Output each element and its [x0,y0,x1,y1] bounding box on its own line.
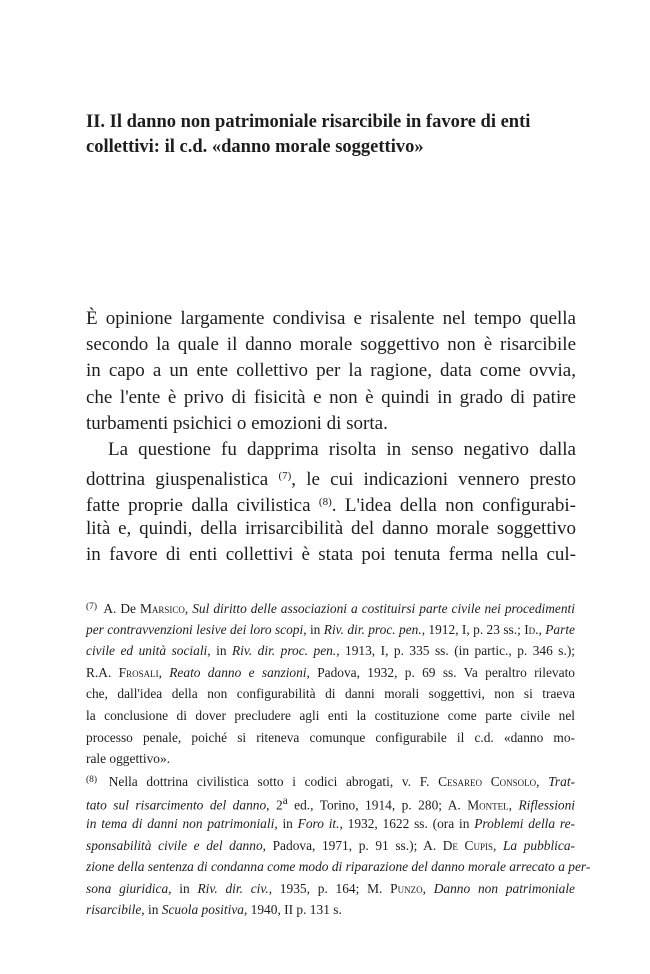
body-line: in capo a un ente collettivo per la ragione, data come ovvia, [86,360,576,382]
text-run: , in [168,880,198,896]
work-title: Riflessioni [518,797,576,813]
author-name: Marsico [139,601,185,616]
text-run: , [492,837,503,853]
text-run: , [184,601,193,616]
work-title: per contravvenzioni lesive dei loro scopi [86,621,304,637]
text-run: , Padova, 1932, p. 69 ss. Va peraltro rilevato [306,664,575,680]
footnote-8-line [86,813,575,835]
footnote-8-line [86,899,575,921]
footnote-7-line: rale oggettivo». [86,751,171,767]
text-run: , 1932, 1622 ss. (ora in [339,815,475,831]
footnote-number-7: (7) [86,602,98,612]
text-run: , 1913, I, p. 335 ss. (in partic., p. 346 s.); [336,643,576,659]
text-run: fatte proprie dalla civilistica [86,495,319,517]
footnote-8-line [86,878,575,900]
text-run: ed., Torino, 1914, p. 280; A. [287,797,468,813]
text-run: A. De [100,601,140,616]
text-run: , 2 [266,797,283,813]
work-title: Problemi della re- [474,815,575,831]
text-run: , in [141,902,162,918]
heading-line-1: II. Il danno non patrimoniale risarcibile in favore di enti [86,112,531,132]
text-run: , [158,664,170,680]
work-title: zione della sentenza di condanna come modo di riparazione del danno morale arrecato a per- [86,859,591,875]
journal-title: Scuola positiva [161,902,244,918]
footnote-8-line [86,835,575,857]
footnote-7-line: la conclusione di dover precludere agli enti la costituzione come parte civile nel [86,707,575,723]
body-line: È opinione largamente condivisa e risalente nel tempo quella [86,308,576,329]
footnote-7-line [86,662,575,684]
work-title: sona giuridica [86,880,169,896]
work-title: Trat- [548,773,575,789]
journal-title: Riv. dir. proc. pen. [232,643,337,659]
work-title: tato sul risarcimento del danno [86,797,267,813]
text-run: , [536,773,549,789]
footnotes [86,597,591,921]
section-heading [86,110,586,160]
footnote-7-line [86,619,575,641]
superscript: a [282,795,288,808]
footnote-7-line: che, dall'idea della non configurabilità di danni morali soggettivi, non si traeva [86,686,575,702]
work-title: risarcibile [86,902,142,918]
text-run: , Padova, 1971, p. 91 ss.); A. [262,837,443,853]
heading-line-2: collettivi: il c.d. «danno morale soggettivo» [86,137,424,157]
work-title: in tema di danni non patrimoniali [86,815,275,831]
body-line: lità e, quindi, della irrisarcibilità del danno morale soggettivo [86,517,576,539]
journal-title: Foro it. [297,815,340,831]
work-title: civile ed unità sociali [86,643,208,659]
work-title: Danno non patrimoniale [433,880,575,896]
text-run: , [422,880,434,896]
footnote-ref-8[interactable]: (8) [318,496,332,509]
work-title: Sul diritto delle associazioni a costituirsi parte civile nei procedimenti [192,601,576,616]
author-name: Punzo [390,880,423,896]
body-line: La questione fu dapprima risolta in senso negativo dalla [108,438,576,460]
author-name: Frosali [118,664,159,680]
text-run: , 1935, p. 164; M. [268,880,391,896]
text-run: , 1912, I, p. 23 ss.; [421,621,525,637]
text-run: , in [207,643,232,659]
journal-title: Riv. dir. civ. [197,880,269,896]
work-title: Parte [545,621,575,637]
text-run: , in [274,815,298,831]
text-run: . L'idea della non configurabi- [331,495,576,517]
text-run: R.A. [86,664,119,680]
body-line: in favore di enti collettivi è stata poi tenuta ferma nella cul- [86,543,576,565]
footnote-8-line [86,856,591,878]
footnote-8-line [86,791,575,813]
body-line [86,489,576,515]
footnote-8-line [86,770,575,792]
text-run: , [508,797,519,813]
body-text [86,306,576,568]
text-run: , 1940, II p. 131 s. [243,902,342,918]
footnote-7-line: processo penale, poiché si riteneva comunque configurabile il c.d. «danno mo- [86,729,575,745]
text-run: dottrina giuspenalistica [86,469,279,491]
author-name: Id. [524,621,539,637]
author-name: De Cupis [442,837,493,853]
work-title: Reato danno e sanzioni [169,664,307,680]
body-line: che l'ente è privo di fisicità e non è quindi in grado di patire [86,386,576,408]
work-title: La pubblica- [502,837,575,853]
work-title: sponsabilità civile e del danno [86,837,263,853]
text-run: Nella dottrina civilistica sotto i codici abrogati, v. F. [100,773,439,789]
text-run: , [538,621,546,637]
text-run: , le cui indicazioni vennero presto [291,469,577,491]
footnote-number-8: (8) [86,774,98,785]
journal-title: Riv. dir. proc. pen. [323,621,422,637]
body-line: turbamenti psichici o emozioni di sorta. [86,412,388,434]
body-line [86,463,576,489]
footnote-7-line [86,640,575,662]
body-line: secondo la quale il danno morale soggettivo non è risarcibile [86,334,576,356]
footnote-ref-7[interactable]: (7) [278,470,292,483]
author-name: Cesareo Consolo [438,773,537,789]
text-run: , in [303,621,324,637]
author-name: Montel [467,797,509,813]
footnote-7-line [86,597,575,619]
